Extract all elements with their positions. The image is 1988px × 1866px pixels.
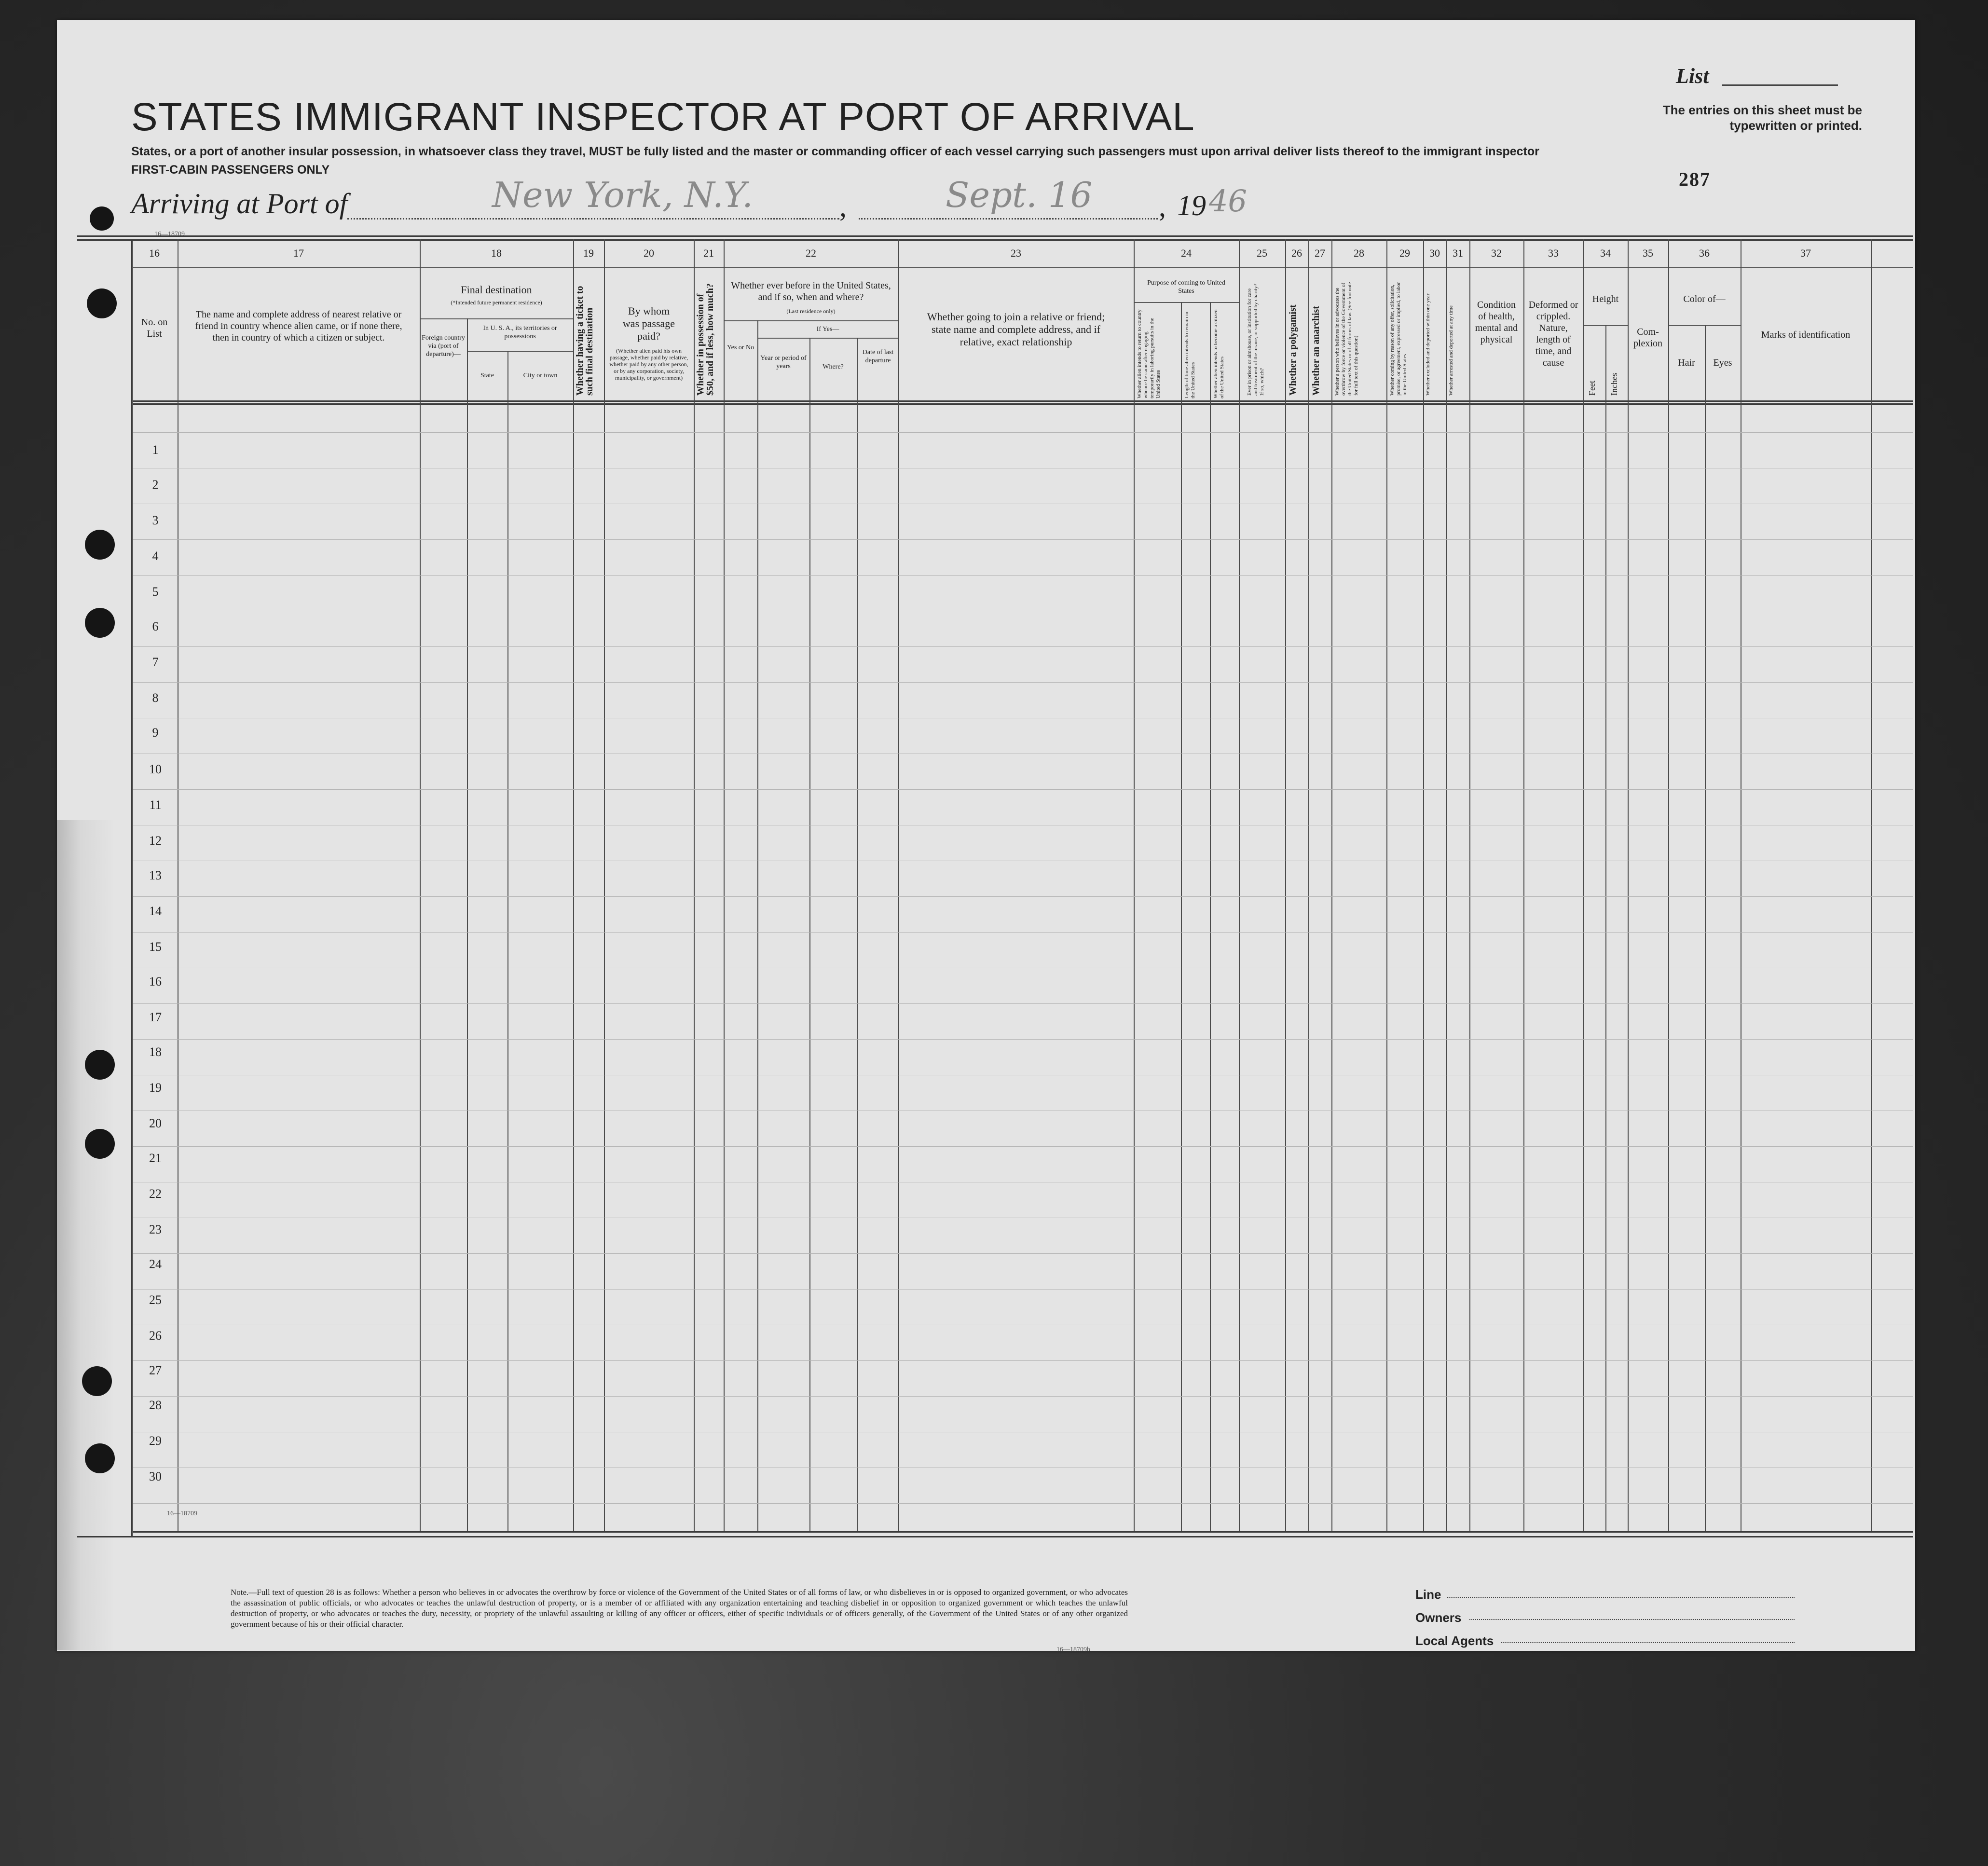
table-row-line: [133, 1003, 1913, 1004]
table-row-line: [133, 932, 1913, 933]
punch-hole: [85, 530, 115, 560]
col-number-31: 31: [1453, 247, 1463, 259]
owners-field[interactable]: [1469, 1619, 1795, 1620]
col-rule: [694, 239, 695, 1531]
col-rule: [1285, 239, 1286, 1531]
col-header-eyes: Eyes: [1713, 357, 1732, 368]
col-header-color: Color of—: [1683, 294, 1726, 304]
col-header-ever-before-yesno: Yes or No: [727, 344, 754, 351]
row-number: 17: [149, 1010, 162, 1024]
table-row-line: [133, 1396, 1913, 1397]
table-row-line: [133, 789, 1913, 790]
row-number: 8: [152, 691, 159, 705]
col-number-25: 25: [1257, 247, 1267, 259]
col-header-foreign-country: Foreign country via (port of departure)—: [422, 334, 465, 358]
table-row-line: [133, 432, 1913, 433]
row-number: 7: [152, 655, 159, 669]
col-header-purpose-length: Length of time alien intends to remain in the United States: [1184, 312, 1196, 398]
col-header-ever-before-date: Date of last departure: [862, 349, 894, 364]
col-header-overthrow: Whether a person who believes in or advocates the overthrow by force or violence of the Government of the United States or of all forms of law. (See footnote for full text of this question): [1334, 282, 1359, 396]
row-number: 9: [152, 726, 159, 740]
table-top-rule: [77, 235, 1913, 237]
usa-subrule: [467, 351, 573, 352]
row-number: 2: [152, 478, 159, 492]
table-bottom-rule: [133, 1531, 1913, 1533]
col-rule: [1871, 239, 1872, 1531]
row-number: 28: [149, 1398, 162, 1412]
col-header-usa: In U. S. A., its territories or possessions: [483, 325, 557, 340]
local-agents-field[interactable]: [1501, 1642, 1795, 1643]
col-rule: [1210, 302, 1211, 1531]
col-rule: [1523, 239, 1524, 1531]
col-header-identification: Marks of identification: [1761, 329, 1851, 340]
date-value: Sept. 16: [946, 175, 1093, 215]
col-number-32: 32: [1491, 247, 1502, 259]
col-number-17: 17: [293, 247, 304, 259]
col-rule: [1331, 239, 1332, 1531]
col-header-deformed: Deformed or crippled. Nature, length of time, and cause: [1528, 300, 1578, 368]
col-rule: [1583, 239, 1584, 1531]
table-row-line: [133, 1039, 1913, 1040]
col-header-health: Condition of health, mental and physical: [1475, 300, 1518, 345]
col-header-ticket: Whether having a ticket to such final destination: [575, 286, 595, 396]
col-number-26: 26: [1291, 247, 1302, 259]
col-rule: [507, 351, 508, 1531]
col-number-23: 23: [1011, 247, 1021, 259]
col-header-passage-paid: By whom was passage paid?: [622, 305, 675, 342]
form-code: 16—18709: [167, 1510, 197, 1517]
row-number: 6: [152, 619, 159, 633]
ever-before-subrule: [724, 320, 898, 321]
comma: ,: [1159, 191, 1166, 222]
col-rule: [573, 239, 574, 1531]
row-number: 4: [152, 549, 159, 563]
col-rule: [1668, 239, 1669, 1531]
col-number-24: 24: [1181, 247, 1192, 259]
comma: ,: [839, 191, 847, 222]
table-row-line: [133, 1503, 1913, 1504]
port-field-line[interactable]: [347, 218, 839, 220]
punch-hole: [85, 1050, 115, 1080]
row-number: 25: [149, 1293, 162, 1307]
col-rule: [1705, 325, 1706, 1531]
col-header-purpose-return: Whether alien intends to return to country whence he came after engaging temporarily in laboring pursuits in the United States: [1137, 309, 1161, 398]
row-number: 24: [149, 1257, 162, 1271]
col-header-height-feet: Feet: [1587, 381, 1597, 396]
col-rule: [1423, 239, 1424, 1531]
line-field[interactable]: [1447, 1597, 1795, 1598]
col-header-join-relative: Whether going to join a relative or friend; state name and complete address, and if relative, exact relationship: [927, 311, 1105, 348]
col-rule: [809, 338, 810, 1531]
col-header-nearest-relative: The name and complete address of nearest relative or friend in country whence alien came, or if none there, then in country of which a citizen or subject.: [195, 309, 402, 343]
table-row-line: [133, 1289, 1913, 1290]
col-rule: [467, 318, 468, 1531]
col-number-21: 21: [703, 247, 714, 259]
punch-hole: [85, 608, 115, 638]
row-number: 19: [149, 1081, 162, 1095]
col-header-no-on-list: No. on List: [141, 317, 168, 339]
col-rule: [1628, 239, 1629, 1531]
col-header-height-inches: Inches: [1609, 373, 1619, 396]
punch-hole: [85, 1443, 115, 1473]
col-header-ever-before: Whether ever before in the United States, and if so, when and where?: [731, 280, 891, 302]
col-number-30: 30: [1429, 247, 1440, 259]
col-header-anarchist: Whether an anarchist: [1311, 306, 1321, 396]
col-number-36: 36: [1699, 247, 1710, 259]
punch-hole: [82, 1366, 112, 1396]
table-row-line: [133, 1253, 1913, 1254]
col-header-state: State: [480, 372, 494, 379]
final-dest-subrule: [420, 318, 573, 319]
table-top-rule-2: [77, 239, 1913, 241]
purpose-subrule: [1134, 302, 1239, 303]
col-number-29: 29: [1399, 247, 1410, 259]
page-title: STATES IMMIGRANT INSPECTOR AT PORT OF ARRIVAL: [131, 95, 1195, 139]
col-number-27: 27: [1315, 247, 1325, 259]
row-number: 16: [149, 974, 162, 988]
col-rule: [420, 239, 421, 1531]
col-header-hair: Hair: [1678, 357, 1695, 368]
col-header-complexion: Com-plexion: [1633, 327, 1662, 349]
col-header-excluded: Whether excluded and deported within one year: [1425, 293, 1431, 396]
col-header-city: City or town: [523, 372, 558, 379]
col-number-18: 18: [491, 247, 502, 259]
row-number: 27: [149, 1363, 162, 1377]
col-number-37: 37: [1800, 247, 1811, 259]
col-rule: [1308, 239, 1309, 1531]
row-number: 14: [149, 904, 162, 918]
col-header-final-destination: Final destination: [461, 284, 532, 296]
local-agents-label: Local Agents: [1415, 1633, 1494, 1648]
col-header-final-destination-note: (*Intended future permanent residence): [451, 299, 542, 306]
col-rule: [857, 338, 858, 1531]
form-code: 16—18709b: [1056, 1646, 1090, 1653]
col-number-19: 19: [583, 247, 594, 259]
colnum-rule: [133, 267, 1913, 268]
entries-note: The entries on this sheet must be typewritten or printed.: [1662, 103, 1862, 133]
col-header-purpose-citizen: Whether alien intends to become a citizen of the United States: [1213, 309, 1225, 398]
col-rule: [1181, 302, 1182, 1531]
table-row-line: [133, 539, 1913, 540]
col-number-35: 35: [1643, 247, 1653, 259]
col-rule: [1386, 239, 1387, 1531]
torn-edge: [57, 820, 115, 1650]
col-header-passage-paid-note: (Whether alien paid his own passage, whether paid by relative, whether paid by any other person, or by any corporation, society, municipality, or government): [609, 347, 688, 381]
form-code: 16—18709: [154, 231, 185, 238]
arriving-label: Arriving at Port of: [131, 188, 348, 220]
list-number-line[interactable]: [1722, 84, 1838, 86]
col-header-ever-before-where: Where?: [823, 363, 844, 370]
line-label: Line: [1415, 1587, 1441, 1602]
table-row-line: [133, 575, 1913, 576]
table-row-line: [133, 1146, 1913, 1147]
row-number: 23: [149, 1222, 162, 1236]
col-header-ever-before-year: Year or period of years: [760, 355, 807, 370]
col-rule: [131, 239, 133, 1536]
col-header-prison: Ever in prison or almshouse, or institution for care and treatment of the insane, or supported by charity? If so, which?: [1247, 284, 1265, 396]
col-header-polygamist: Whether a polygamist: [1288, 304, 1298, 396]
row-number: 29: [149, 1434, 162, 1448]
table-row-line: [133, 896, 1913, 897]
owners-label: Owners: [1415, 1610, 1462, 1625]
header-bottom-rule-2: [133, 403, 1913, 405]
sheet-number: 287: [1679, 168, 1711, 190]
year-prefix: 19: [1177, 190, 1206, 221]
col-header-ever-before-ifyes: If Yes—: [816, 326, 839, 333]
row-number: 3: [152, 513, 159, 527]
form-instructions: States, or a port of another insular possession, in whatsoever class they travel, MUST be fully listed and the master or commanding officer of each vessel carrying such passengers must upon arrival deliver lists thereof to the immigrant inspector: [131, 145, 1539, 158]
row-number: 26: [149, 1329, 162, 1343]
col-number-16: 16: [149, 247, 160, 259]
table-row-line: [133, 1360, 1913, 1361]
col-rule: [1446, 239, 1447, 1531]
row-number: 5: [152, 585, 159, 599]
table-row-line: [133, 646, 1913, 647]
col-rule: [898, 239, 899, 1531]
col-header-ever-before-note: (Last residence only): [786, 308, 836, 315]
punch-hole: [87, 288, 117, 318]
header-bottom-rule: [133, 400, 1913, 402]
row-number: 11: [149, 798, 162, 812]
row-number: 20: [149, 1116, 162, 1130]
row-number: 15: [149, 940, 162, 954]
table-row-line: [133, 682, 1913, 683]
col-header-arrested: Whether arrested and deported at any time: [1448, 305, 1454, 396]
col-header-height: Height: [1592, 294, 1619, 304]
col-rule: [604, 239, 605, 1531]
col-number-28: 28: [1354, 247, 1364, 259]
table-bottom-rule-2: [77, 1536, 1913, 1537]
punch-hole: [90, 206, 114, 231]
list-label: List: [1676, 64, 1709, 88]
col-number-34: 34: [1600, 247, 1611, 259]
col-header-fifty-dollars: Whether in possession of $50, and if less, how much?: [695, 283, 715, 396]
col-header-purpose: Purpose of coming to United States: [1147, 279, 1225, 295]
cabin-class: FIRST-CABIN PASSENGERS ONLY: [131, 163, 330, 177]
col-rule: [1469, 239, 1470, 1531]
footnote: Note.—Full text of question 28 is as follows: Whether a person who believes in or advocates the overthrow by force or violence of the Government of the United States or of all forms of law, or who disbelieves in or is opposed to organized government, or who advocates the assassination of public officials, or who advocates or teaches the unlawful destruction of property, or is a member of or affiliated with any organization entertaining and teaching disbelief in or opposition to organized government or which teaches the unlawful destruction of property, or who advocates or teaches the duty, necessity, or propriety of the unlawful assaulting or killing of any officer or officers, either of specific individuals or of officers generally, of the Government of the United States or of any other organized government because of his or their official character.: [231, 1588, 1128, 1629]
col-number-22: 22: [806, 247, 816, 259]
row-number: 21: [149, 1151, 162, 1165]
col-rule: [724, 239, 725, 1531]
date-field-line[interactable]: [859, 218, 1158, 220]
punch-hole: [85, 1129, 115, 1159]
row-number: 30: [149, 1469, 162, 1483]
col-number-33: 33: [1548, 247, 1559, 259]
col-rule: [1239, 239, 1240, 1531]
year-value: 46: [1209, 183, 1247, 219]
col-header-labor-offer: Whether coming by reason of any offer, solicitation, promise, or agreement, expressed or implied, to labor in the United States: [1389, 282, 1408, 396]
row-number: 18: [149, 1045, 162, 1059]
col-rule: [1605, 325, 1606, 1531]
row-number: 13: [149, 868, 162, 882]
row-number: 22: [149, 1187, 162, 1201]
row-number: 12: [149, 834, 162, 848]
row-number: 10: [149, 762, 162, 776]
col-rule: [757, 320, 758, 1531]
col-rule: [1134, 239, 1135, 1531]
color-subrule: [1668, 325, 1741, 326]
ifyes-subrule: [757, 338, 898, 339]
manifest-sheet: [57, 20, 1915, 1651]
port-value: New York, N.Y.: [492, 175, 753, 215]
col-number-20: 20: [644, 247, 654, 259]
row-number: 1: [152, 443, 159, 457]
